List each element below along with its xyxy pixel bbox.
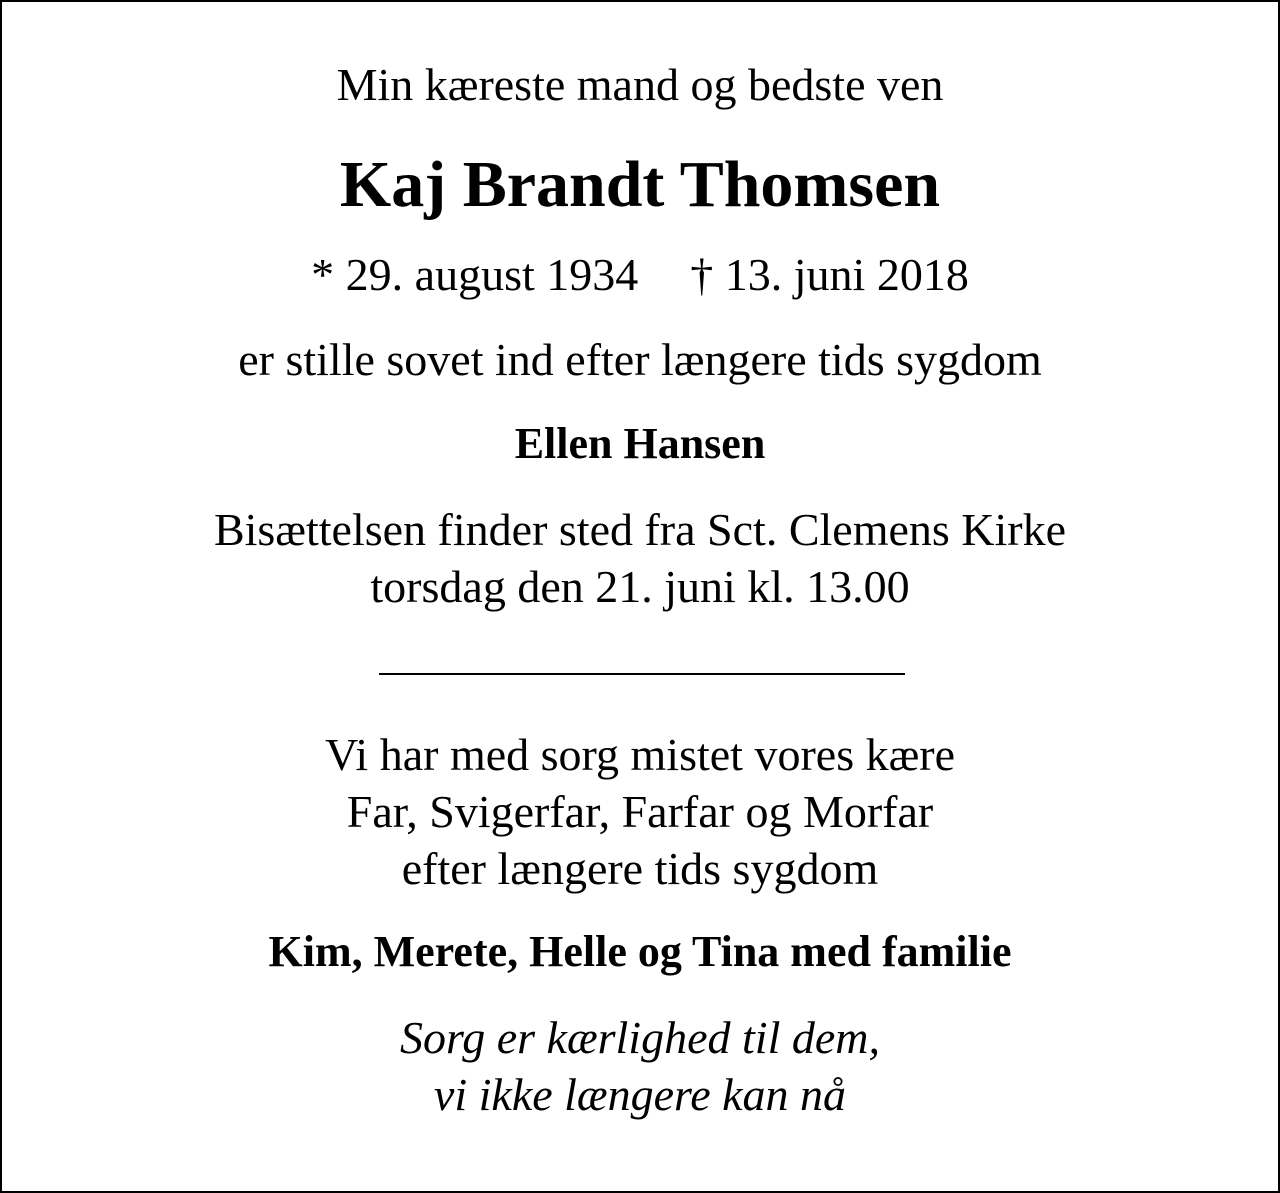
birth-date: * 29. august 1934: [311, 249, 639, 300]
verse-line-1: Sorg er kærlighed til dem,: [400, 1012, 880, 1063]
deceased-name: Kaj Brandt Thomsen: [339, 148, 941, 221]
family-signature: Kim, Merete, Helle og Tina med familie: [268, 927, 1012, 976]
funeral-info-line-1: Bisættelsen finder sted fra Sct. Clemens Kirke: [213, 504, 1067, 555]
section-divider: [379, 673, 905, 675]
death-date: † 13. juni 2018: [690, 249, 969, 300]
family-message-line-2: Far, Svigerfar, Farfar og Morfar: [346, 786, 934, 837]
life-dates: [2, 249, 1278, 300]
spouse-signature: Ellen Hansen: [514, 419, 766, 468]
verse-line-2: vi ikke længere kan nå: [433, 1069, 847, 1120]
passing-text: er stille sovet ind efter længere tids sygdom: [238, 334, 1042, 385]
intro-text: Min kæreste mand og bedste ven: [336, 59, 944, 110]
funeral-info-line-2: torsdag den 21. juni kl. 13.00: [370, 561, 910, 612]
family-message-line-1: Vi har med sorg mistet vores kære: [324, 729, 956, 780]
family-message-line-3: efter længere tids sygdom: [401, 843, 879, 894]
